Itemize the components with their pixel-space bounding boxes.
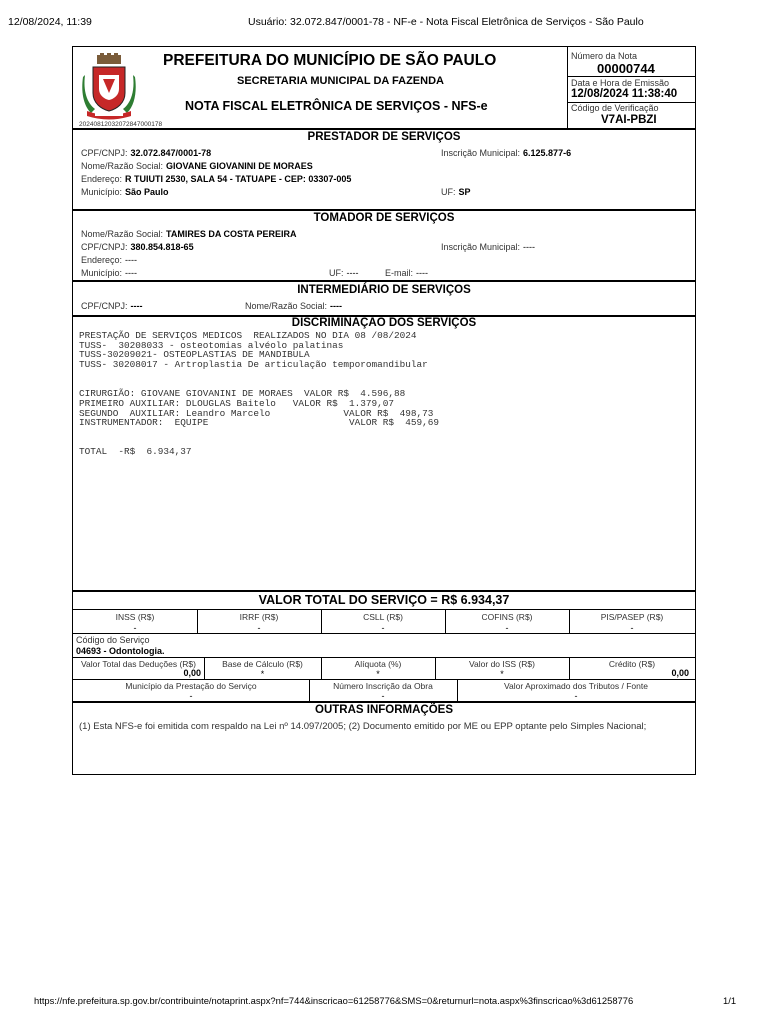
tomador-nome: Nome/Razão Social: TAMIRES DA COSTA PEREIRA: [81, 229, 297, 239]
valor-total: VALOR TOTAL DO SERVIÇO = R$ 6.934,37: [258, 593, 510, 607]
cofins-value: -: [505, 623, 509, 633]
inss-value: -: [133, 623, 137, 633]
aliquota-value: *: [376, 669, 380, 679]
discriminacao-line: TOTAL -R$ 6.934,37: [79, 446, 192, 458]
tomador-email: E-mail: ----: [385, 268, 429, 278]
intermediario-title: INTERMEDIÁRIO DE SERVIÇOS: [297, 284, 471, 296]
secretariat-subtitle: SECRETARIA MUNICIPAL DA FAZENDA: [237, 75, 444, 87]
pis-value: -: [630, 623, 634, 633]
discriminacao-line: [79, 370, 439, 380]
discriminacao-title: DISCRIMINAÇÃO DOS SERVIÇOS: [291, 317, 477, 329]
document-type: NOTA FISCAL ELETRÔNICA DE SERVIÇOS - NFS-e: [185, 99, 488, 113]
tomador-endereco: Endereço: ----: [81, 255, 138, 265]
inscricao-obra-label: Número Inscrição da Obra: [333, 681, 433, 691]
prestador-im: Inscrição Municipal: 6.125.877-6: [441, 148, 572, 158]
discriminacao-line: CIRURGIÃO: GIOVANE GIOVANINI DE MORAES VALOR R$ 4.596,88: [79, 388, 406, 400]
numero-nota-value: 00000744: [597, 61, 655, 76]
discriminacao-line: SEGUNDO AUXILIAR: Leandro Marcelo VALOR R$ 498,73: [79, 407, 434, 419]
coat-of-arms-logo: [81, 53, 137, 121]
credito-label: Crédito (R$): [608, 659, 656, 669]
discriminacao-line: INSTRUMENTADOR: EQUIPE VALOR R$ 459,69: [79, 417, 440, 429]
nfse-document: [72, 46, 696, 775]
cofins-label: COFINS (R$): [481, 612, 533, 622]
emissao-value: 12/08/2024 11:38:40: [571, 88, 678, 100]
deducoes-value: 0,00: [183, 668, 201, 678]
irrf-value: -: [257, 623, 261, 633]
prestador-uf: UF: SP: [441, 187, 471, 197]
discriminacao-line: PRIMEIRO AUXILIAR: DLOUGLAS Baitelo VALOR R$ 1.379,07: [79, 397, 395, 409]
emissao-label: Data e Hora de Emissão: [571, 78, 670, 88]
irrf-label: IRRF (R$): [239, 612, 279, 622]
intermediario-nome: Nome/Razão Social: ----: [245, 301, 343, 311]
codigo-servico-value: 04693 - Odontologia.: [76, 646, 165, 656]
prestador-endereco: Endereço: R TUIUTI 2530, SALA 54 - TATUAPE - CEP: 03307-005: [81, 174, 352, 184]
print-url: https://nfe.prefeitura.sp.gov.br/contribuinte/notaprint.aspx?nf=744&inscricao=61258776&SMS=0&returnurl=nota.aspx%3finscricao%3d61258776: [34, 995, 634, 1006]
tomador-uf: UF: ----: [329, 268, 359, 278]
print-page-title: Usuário: 32.072.847/0001-78 - NF-e - Nota Fiscal Eletrônica de Serviços - São Paulo: [248, 16, 644, 28]
discriminacao-line: PRESTAÇÃO DE SERVIÇOS MEDICOS REALIZADOS NO DIA 08 /08/2024: [79, 330, 417, 341]
tomador-title: TOMADOR DE SERVIÇOS: [313, 212, 455, 224]
base-calculo-label: Base de Cálculo (R$): [222, 659, 303, 669]
tomador-cpf: CPF/CNPJ: 380.854.818-65: [81, 242, 194, 252]
city-hall-title: PREFEITURA DO MUNICÍPIO DE SÃO PAULO: [163, 52, 497, 69]
csll-value: -: [381, 623, 385, 633]
discriminacao-line: TUSS-30209021- OSTEOPLASTIAS DE MANDIBULA: [79, 349, 310, 361]
pis-label: PIS/PASEP (R$): [600, 612, 664, 622]
tributos-aprox-label: Valor Aproximado dos Tributos / Fonte: [504, 681, 648, 691]
csll-label: CSLL (R$): [363, 612, 403, 622]
prestador-title: PRESTADOR DE SERVIÇOS: [307, 131, 461, 143]
codigo-servico-label: Código do Serviço: [76, 635, 150, 645]
valor-iss-value: *: [500, 669, 504, 679]
print-page-count: 1/1: [723, 995, 737, 1006]
verificacao-label: Código de Verificação: [571, 103, 659, 113]
outras-title: OUTRAS INFORMAÇÕES: [315, 704, 453, 716]
discriminacao-body: [79, 331, 439, 457]
barcode-number: 20240812032072847000178: [79, 121, 163, 128]
prestador-nome: Nome/Razão Social: GIOVANE GIOVANINI DE MORAES: [81, 161, 313, 171]
discriminacao-line: TUSS- 30208017 - Artroplastia De articulação temporomandibular: [79, 359, 428, 371]
valor-iss-label: Valor do ISS (R$): [469, 659, 535, 669]
print-datetime: 12/08/2024, 11:39: [8, 16, 92, 28]
base-calculo-value: *: [260, 669, 265, 679]
discriminacao-line: TUSS- 30208033 - osteotomias alvéolo palatinas: [79, 339, 344, 351]
discriminacao-line: [79, 428, 439, 438]
inss-label: INSS (R$): [115, 612, 155, 622]
tomador-im: Inscrição Municipal: ----: [441, 242, 536, 252]
outras-text: (1) Esta NFS-e foi emitida com respaldo na Lei nº 14.097/2005; (2) Documento emitido por ME ou EPP optante pelo Simples Nacional;: [79, 721, 647, 732]
prestador-municipio: Município: São Paulo: [81, 187, 169, 197]
credito-value: 0,00: [671, 668, 689, 678]
numero-nota-label: Número da Nota: [571, 51, 638, 61]
aliquota-label: Alíquota (%): [354, 659, 402, 669]
verificacao-value: V7AI-PBZI: [601, 114, 657, 126]
tributos-aprox-value: -: [574, 691, 578, 701]
deducoes-label: Valor Total das Deduções (R$): [81, 659, 196, 669]
prestador-cpf: CPF/CNPJ: 32.072.847/0001-78: [81, 148, 212, 158]
tomador-municipio: Município: ----: [81, 268, 138, 278]
municipio-prestacao-label: Município da Prestação do Serviço: [125, 681, 257, 691]
intermediario-cpf: CPF/CNPJ: ----: [81, 301, 143, 311]
inscricao-obra-value: -: [381, 691, 385, 701]
municipio-prestacao-value: -: [189, 691, 193, 701]
